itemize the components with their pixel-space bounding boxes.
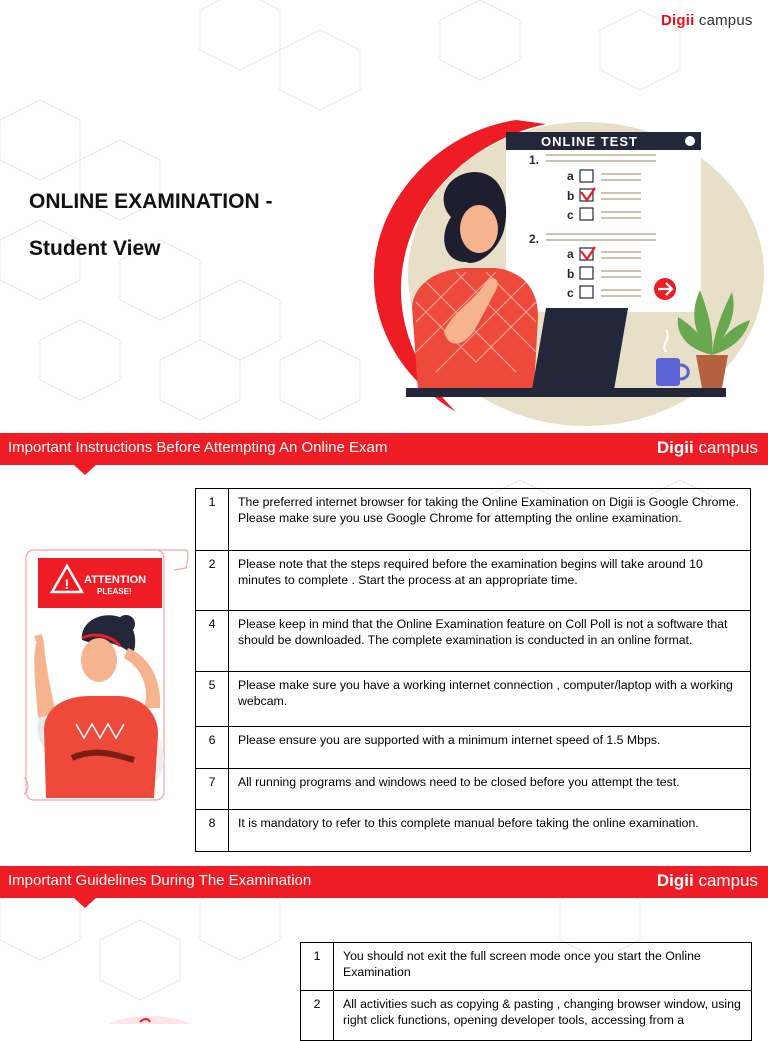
hero-title xyxy=(29,178,272,272)
row-number: 7 xyxy=(196,769,229,810)
table-row xyxy=(196,810,751,852)
instructions-banner-title: Important Instructions Before Attempting An Online Exam xyxy=(8,439,388,456)
row-text: You should not exit the full screen mode once you start the Online Examination xyxy=(334,943,752,991)
close-icon xyxy=(685,136,695,146)
row-number: 2 xyxy=(301,991,334,1041)
row-number: 6 xyxy=(196,727,229,769)
brand-logo-banner xyxy=(657,871,758,891)
row-text: All activities such as copying & pasting , changing browser window, using right click functions, opening developer tools, accessing from a xyxy=(334,991,752,1041)
guidelines-banner-title: Important Guidelines During The Examination xyxy=(8,872,312,889)
q2-option-b: b xyxy=(567,267,575,281)
q1-option-c: c xyxy=(567,208,574,222)
row-number: 2 xyxy=(196,551,229,611)
row-text: Please ensure you are supported with a minimum internet speed of 1.5 Mbps. xyxy=(229,727,751,769)
row-text: Please make sure you have a working internet connection , computer/laptop with a working webcam. xyxy=(229,672,751,727)
guidelines-banner xyxy=(0,866,768,898)
row-text: Please note that the steps required before the examination begins will take around 10 minutes to complete . Start the process at an appropriate time. xyxy=(229,551,751,611)
brand-light: campus xyxy=(698,438,758,457)
hero-title-line1: ONLINE EXAMINATION - xyxy=(29,190,273,213)
row-number: 4 xyxy=(196,611,229,672)
row-number: 1 xyxy=(196,489,229,551)
row-text: All running programs and windows need to be closed before you attempt the test. xyxy=(229,769,751,810)
girl-face xyxy=(81,638,117,682)
instructions-table xyxy=(195,488,751,852)
laptop-icon xyxy=(532,308,628,390)
table-row xyxy=(196,551,751,611)
row-number: 8 xyxy=(196,810,229,852)
row-number: 5 xyxy=(196,672,229,727)
hero-title-line2: Student View xyxy=(29,237,161,260)
guidelines-table xyxy=(300,942,752,1041)
table-row xyxy=(301,991,752,1041)
brand-bold: Digii xyxy=(656,438,694,457)
online-test-illustration xyxy=(366,112,766,430)
banner-notch xyxy=(74,465,96,475)
q1-option-a: a xyxy=(567,169,574,183)
table-row xyxy=(196,672,751,727)
girl-shirt xyxy=(44,696,158,798)
brand-logo-banner xyxy=(657,438,758,458)
q2-option-c: c xyxy=(567,286,574,300)
table-row xyxy=(196,489,751,551)
bottom-illustration-fragment xyxy=(90,1004,250,1024)
row-text: Please keep in mind that the Online Examination feature on Coll Poll is not a software that should be downloaded. The complete examination is conducted in an online format. xyxy=(229,611,751,672)
svg-text:!: ! xyxy=(64,576,70,592)
q1-option-b: b xyxy=(567,189,575,203)
table-row xyxy=(196,611,751,672)
attention-line2: PLEASE! xyxy=(97,587,132,596)
desk xyxy=(406,388,726,397)
attention-illustration xyxy=(24,548,190,804)
instructions-banner xyxy=(0,433,768,465)
brand-light: campus xyxy=(698,12,753,29)
banner-notch xyxy=(74,898,96,908)
brand-bold: Digii xyxy=(656,871,694,890)
attention-line1: ATTENTION xyxy=(84,574,147,586)
test-header: ONLINE TEST xyxy=(541,134,638,149)
q1-number: 1. xyxy=(529,153,540,167)
brand-bold: Digii xyxy=(661,12,695,29)
brand-logo-top xyxy=(661,12,753,29)
q2-number: 2. xyxy=(529,232,540,246)
mug-icon xyxy=(656,358,680,386)
row-text: It is mandatory to refer to this complete manual before taking the online examination. xyxy=(229,810,751,852)
table-row xyxy=(196,727,751,769)
table-row xyxy=(301,943,752,991)
table-row xyxy=(196,769,751,810)
woman-face xyxy=(460,205,498,253)
row-number: 1 xyxy=(301,943,334,991)
brand-light: campus xyxy=(698,871,758,890)
q2-option-a: a xyxy=(567,247,574,261)
row-text: The preferred internet browser for taking the Online Examination on Digii is Google Chrome. Please make sure you use Google Chrome for attempting the online examination. xyxy=(229,489,751,551)
